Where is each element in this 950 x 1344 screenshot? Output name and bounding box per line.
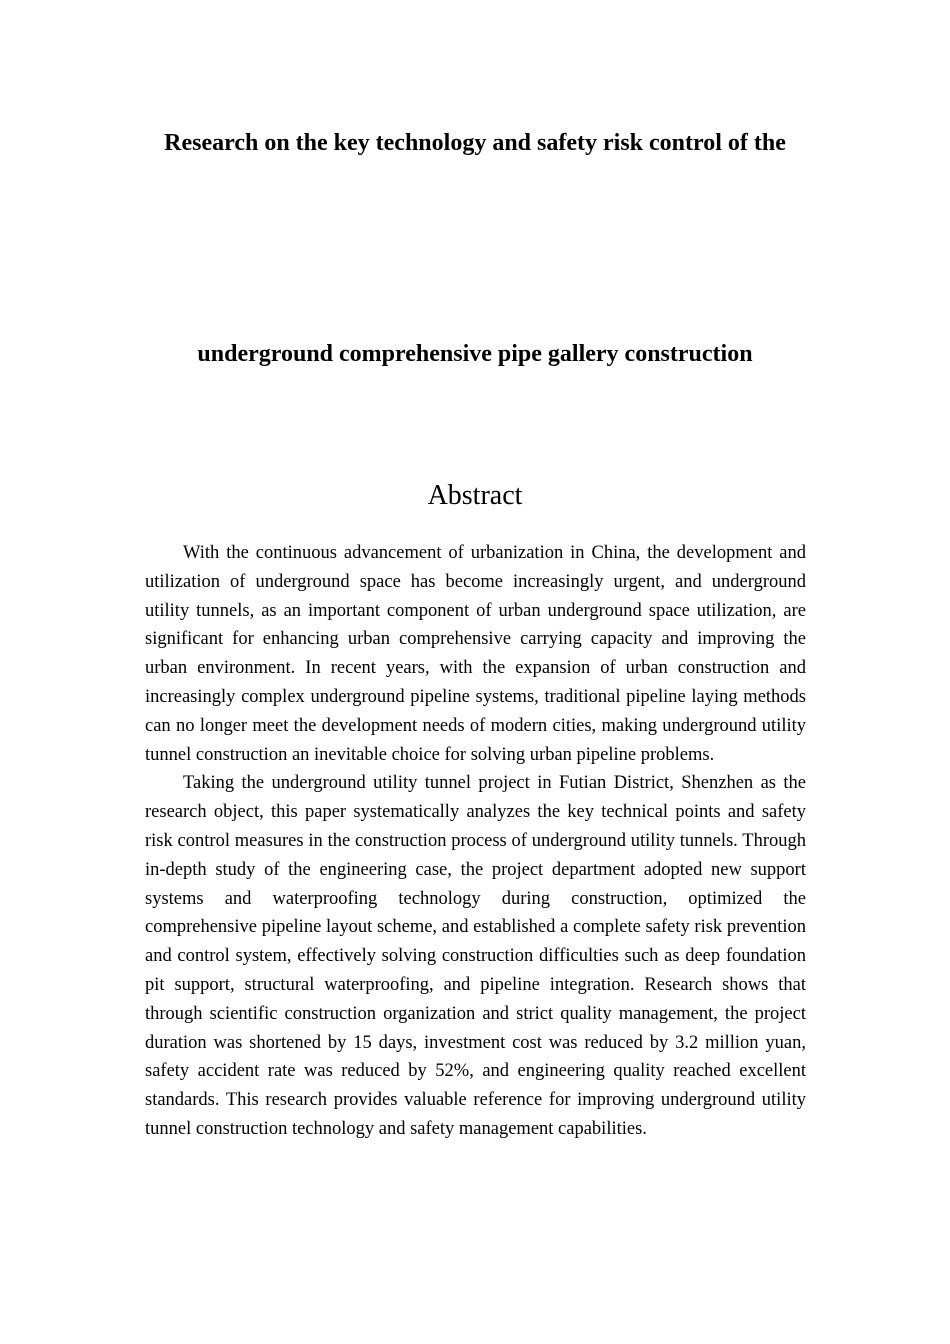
abstract-body [145,539,806,1144]
title-line-2: underground comprehensive pipe gallery construction [197,341,753,367]
abstract-paragraph-2: Taking the underground utility tunnel project in Futian District, Shenzhen as the research object, this paper systematically analyzes the key technical points and safety risk control measures in the construction process of underground utility tunnels. Through in-depth study of the engineering case, the project department adopted new support systems and waterproofing technology during construction, optimized the comprehensive pipeline layout scheme, and established a complete safety risk prevention and control system, effectively solving construction difficulties such as deep foundation pit support, structural waterproofing, and pipeline integration. Research shows that through scientific construction organization and strict quality management, the project duration was shortened by 15 days, investment cost was reduced by 3.2 million yuan, safety accident rate was reduced by 52%, and engineering quality reached excellent standards. This research provides valuable reference for improving underground utility tunnel construction technology and safety management capabilities. [145,773,806,1139]
title-line-1: Research on the key technology and safety risk control of the [164,130,786,156]
abstract-paragraph-1: With the continuous advancement of urbanization in China, the development and utilization of underground space has become increasingly urgent, and underground utility tunnels, as an important component of urban underground space utilization, are significant for enhancing urban comprehensive carrying capacity and improving the urban environment. In recent years, with the expansion of urban construction and increasingly complex underground pipeline systems, traditional pipeline laying methods can no longer meet the development needs of modern cities, making underground utility tunnel construction an inevitable choice for solving urban pipeline problems. [145,543,806,765]
abstract-heading: Abstract [427,480,523,511]
